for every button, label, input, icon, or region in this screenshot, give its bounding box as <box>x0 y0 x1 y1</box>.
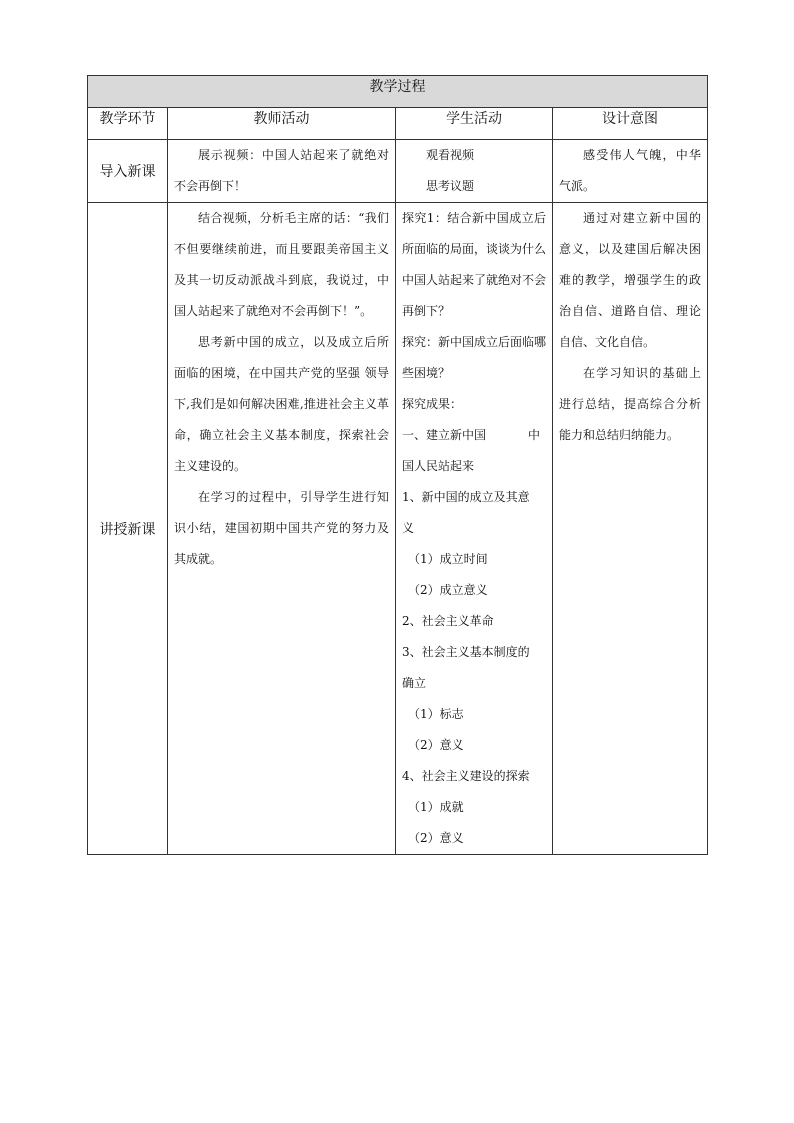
header-teacher-activity: 教师活动 <box>168 108 396 140</box>
student-item-2: 2、社会主义革命 <box>402 614 494 628</box>
header-design-intent: 设计意图 <box>553 108 708 140</box>
teacher-paragraph: 结合视频，分析毛主席的话：“我们不但要继续前进，而且要跟美帝国主义及其一切反动派战斗到底，我说过，中国人站起来了就绝对不会再倒下！”。 <box>174 211 389 318</box>
student-item-1-cont: 义 <box>402 521 415 535</box>
student-point-one-cont: 国人民站起来 <box>402 459 475 473</box>
table-title-row <box>88 76 708 108</box>
student-item-3: 3、社会主义基本制度的 <box>402 645 530 659</box>
main-design-intent <box>553 203 708 855</box>
student-item-1: 1、新中国的成立及其意 <box>402 490 530 504</box>
student-results-label: 探究成果： <box>402 397 463 411</box>
student-inquiry-2: 探究：新中国成立后面临哪些困境？ <box>402 335 547 380</box>
intro-intent-text: 感受伟人气魄，中华气派。 <box>559 148 701 193</box>
main-teacher-activity <box>168 203 396 855</box>
point-one-part-b: 中 <box>528 428 541 442</box>
student-item-4-sub: （1）成就 <box>408 800 464 814</box>
intent-paragraph: 通过对建立新中国的意义，以及建国后解决困难的教学，增强学生的政治自信、道路自信、理论自信、文化自信。 <box>559 211 701 349</box>
teacher-paragraph: 在学习的过程中，引导学生进行知识小结，建国初期中国共产党的努力及其成就。 <box>174 490 389 566</box>
table-row-intro <box>88 140 708 203</box>
student-inquiry-1: 探究1：结合新中国成立后所面临的局面，谈谈为什么中国人站起来了就绝对不会再倒下？ <box>402 211 547 318</box>
stage-main: 讲授新课 <box>88 203 168 855</box>
teacher-paragraph: 思考新中国的成立，以及成立后所面临的困境，在中国共产党的坚强 领导下,我们是如何解决困难,推进社会主义革命，确立社会主义基本制度，探索社会主义建设的。 <box>174 335 389 473</box>
teaching-process-table <box>87 75 708 855</box>
intro-student-line: 观看视频 <box>426 148 475 162</box>
student-item-1-sub: （2）成立意义 <box>408 583 488 597</box>
student-item-3-cont: 确立 <box>402 676 427 690</box>
intro-teacher-activity <box>168 140 396 203</box>
intent-paragraph: 在学习知识的基础上进行总结，提高综合分析能力和总结归纳能力。 <box>559 366 701 442</box>
intro-student-activity <box>396 140 553 203</box>
point-one-part-a: 一、建立新中国 <box>402 428 487 442</box>
intro-student-line: 思考议题 <box>426 179 475 193</box>
student-item-3-sub: （2）意义 <box>408 738 464 752</box>
student-item-3-sub: （1）标志 <box>408 707 464 721</box>
student-item-4: 4、社会主义建设的探索 <box>402 769 530 783</box>
student-item-1-sub: （1）成立时间 <box>408 552 488 566</box>
stage-intro: 导入新课 <box>88 140 168 203</box>
main-student-activity <box>396 203 553 855</box>
header-student-activity: 学生活动 <box>396 108 553 140</box>
intro-teacher-text: 展示视频：中国人站起来了就绝对不会再倒下！ <box>174 148 389 193</box>
table-row-main <box>88 203 708 855</box>
intro-design-intent <box>553 140 708 203</box>
student-item-4-sub: （2）意义 <box>408 831 464 845</box>
header-stage: 教学环节 <box>88 108 168 140</box>
student-point-one <box>402 420 546 451</box>
table-title: 教学过程 <box>88 76 708 108</box>
table-header-row <box>88 108 708 140</box>
